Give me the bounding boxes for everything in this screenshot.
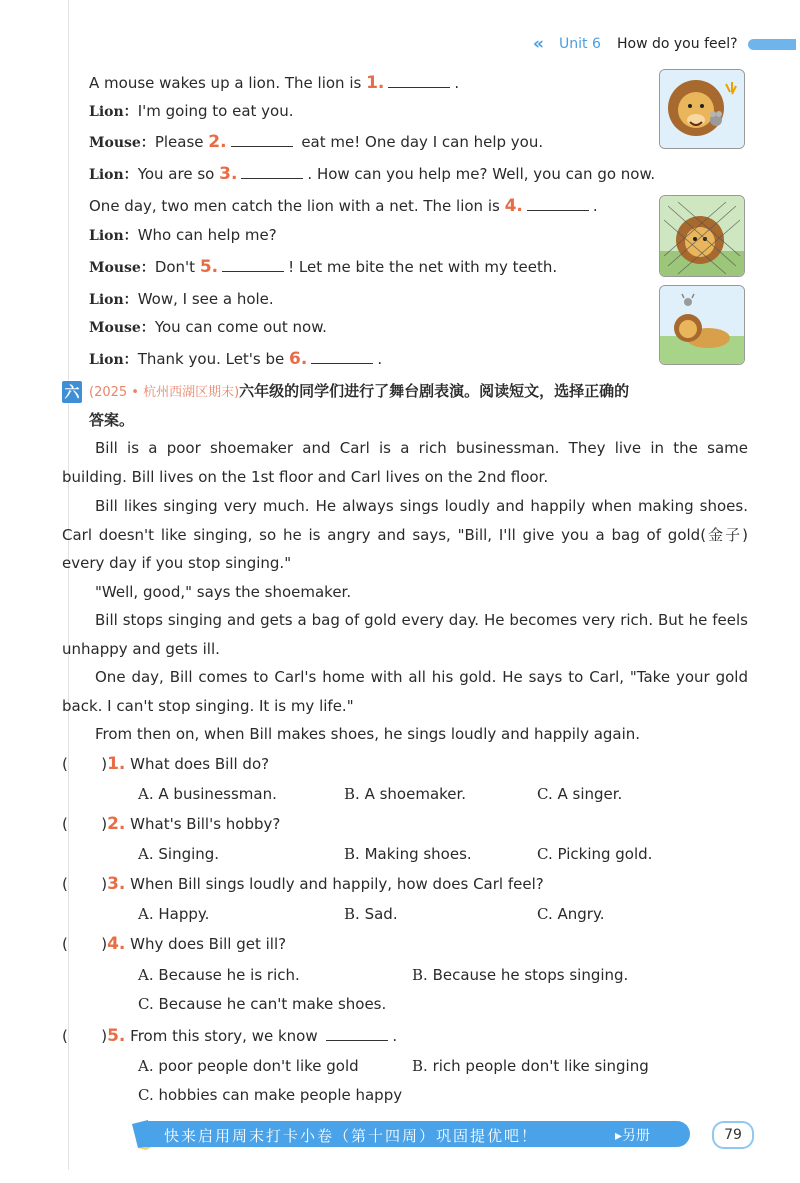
- story-line-10: Lion：Thank you. Let's be 6. .: [89, 349, 383, 369]
- q3-option-c[interactable]: C. Angry.: [537, 905, 605, 923]
- section-heading: [89, 381, 629, 403]
- q5-option-b[interactable]: B. rich people don't like singing: [412, 1057, 649, 1075]
- question-2: ( )2. What's Bill's hobby?: [62, 814, 281, 834]
- answer-blank-4[interactable]: [527, 195, 589, 211]
- passage-paragraph-3: "Well, good," says the shoemaker.: [95, 583, 352, 601]
- story-line-7: Mouse：Don't 5. ! Let me bite the net with my teeth.: [89, 257, 558, 277]
- answer-bracket[interactable]: ( ): [62, 875, 108, 893]
- story-line-5: One day, two men catch the lion with a net. The lion is 4. .: [89, 196, 598, 216]
- speaker-label: Lion：: [89, 352, 138, 368]
- question-4: ( )4. Why does Bill get ill?: [62, 934, 287, 954]
- q4-option-c[interactable]: C. Because he can't make shoes.: [138, 995, 387, 1013]
- speaker-label: Lion：: [89, 292, 138, 308]
- unit-label: Unit 6: [559, 36, 601, 52]
- header-accent-bar: [748, 39, 796, 50]
- q5-option-a[interactable]: A. poor people don't like gold: [138, 1057, 359, 1075]
- q5-option-c[interactable]: C. hobbies can make people happy: [138, 1086, 403, 1104]
- unit-title: How do you feel?: [617, 36, 738, 52]
- question-3: ( )3. When Bill sings loudly and happily, how does Carl feel?: [62, 874, 544, 894]
- answer-blank-6[interactable]: [311, 348, 373, 364]
- exam-source: (2025 • 杭州西湖区期末): [89, 385, 240, 400]
- story-line-8: Lion：Wow, I see a hole.: [89, 290, 274, 308]
- q3-option-b[interactable]: B. Sad.: [344, 905, 398, 923]
- lion-free-illustration: [659, 285, 745, 365]
- passage-paragraph-2: Bill likes singing very much. He always sings loudly and happily when making shoes. Carl doesn't like singing, so he is angry and says, "Bill, I'll give you a bag of gold(金子) every day if you stop singing.": [62, 497, 748, 573]
- answer-bracket[interactable]: ( ): [62, 815, 108, 833]
- q2-option-c[interactable]: C. Picking gold.: [537, 845, 653, 863]
- speaker-label: Lion：: [89, 228, 138, 244]
- section-instruction: 六年级的同学们进行了舞台剧表演。阅读短文，选择正确的: [239, 382, 630, 400]
- q1-option-b[interactable]: B. A shoemaker.: [344, 785, 467, 803]
- passage-paragraph-5: One day, Bill comes to Carl's home with all his gold. He says to Carl, "Take your gold back. I can't stop singing. It is my life.": [62, 668, 748, 715]
- lion-net-illustration: [659, 195, 745, 277]
- speaker-label: Mouse：: [89, 260, 155, 276]
- speaker-label: Mouse：: [89, 320, 155, 336]
- q4-option-a[interactable]: A. Because he is rich.: [138, 966, 300, 984]
- passage-paragraph-6: From then on, when Bill makes shoes, he sings loudly and happily again.: [95, 725, 641, 743]
- story-line-4: Lion：You are so 3. . How can you help me? Well, you can go now.: [89, 164, 656, 184]
- answer-blank-5[interactable]: [222, 256, 284, 272]
- story-line-2: Lion：I'm going to eat you.: [89, 102, 294, 120]
- answer-blank-1[interactable]: [388, 72, 450, 88]
- question-5: ( )5. From this story, we know .: [62, 1026, 398, 1046]
- section-number-badge: 六: [62, 381, 82, 403]
- page-number: 79: [712, 1121, 754, 1149]
- story-line-6: Lion：Who can help me?: [89, 226, 277, 244]
- q2-option-a[interactable]: A. Singing.: [138, 845, 220, 863]
- q1-option-a[interactable]: A. A businessman.: [138, 785, 277, 803]
- blank-number: 1.: [366, 73, 385, 93]
- story-line-1: A mouse wakes up a lion. The lion is 1. .: [89, 73, 460, 93]
- section-heading-line-2: 答案。: [89, 411, 135, 429]
- story-line-3: Mouse：Please 2. eat me! One day I can help you.: [89, 132, 544, 152]
- speaker-label: Mouse：: [89, 135, 155, 151]
- blank-number: 2.: [208, 132, 227, 152]
- page-header: [0, 34, 800, 56]
- blank-number: 6.: [289, 349, 308, 369]
- q2-option-b[interactable]: B. Making shoes.: [344, 845, 472, 863]
- answer-bracket[interactable]: ( ): [62, 755, 108, 773]
- weekly-card-banner[interactable]: [128, 1118, 696, 1150]
- lion-mouse-illustration: [659, 69, 745, 149]
- answer-blank-q5[interactable]: [326, 1025, 388, 1041]
- double-chevron-left-icon: «: [533, 34, 541, 54]
- answer-bracket[interactable]: ( ): [62, 935, 108, 953]
- blank-number: 5.: [199, 257, 219, 277]
- story-line-9: Mouse：You can come out now.: [89, 318, 327, 336]
- blank-number: 4.: [504, 196, 523, 216]
- answer-blank-3[interactable]: [241, 163, 303, 179]
- banner-text: 快来启用周末打卡小卷（第十四周）巩固提优吧！: [164, 1127, 539, 1145]
- q1-option-c[interactable]: C. A singer.: [537, 785, 623, 803]
- passage-paragraph-1: Bill is a poor shoemaker and Carl is a rich businessman. They live in the same building. Bill lives on the 1st floor and Carl lives on the 2nd floor.: [62, 439, 748, 486]
- q4-option-b[interactable]: B. Because he stops singing.: [412, 966, 629, 984]
- speaker-label: Lion：: [89, 167, 138, 183]
- blank-number: 3.: [219, 164, 238, 184]
- answer-bracket[interactable]: ( ): [62, 1027, 108, 1045]
- passage-paragraph-4: Bill stops singing and gets a bag of gold every day. He becomes very rich. But he feels unhappy and gets ill.: [62, 611, 748, 658]
- answer-blank-2[interactable]: [231, 131, 293, 147]
- question-1: ( )1. What does Bill do?: [62, 754, 270, 774]
- speaker-label: Lion：: [89, 104, 138, 120]
- q3-option-a[interactable]: A. Happy.: [138, 905, 210, 923]
- see-booklet-link[interactable]: ▸另册: [615, 1128, 651, 1144]
